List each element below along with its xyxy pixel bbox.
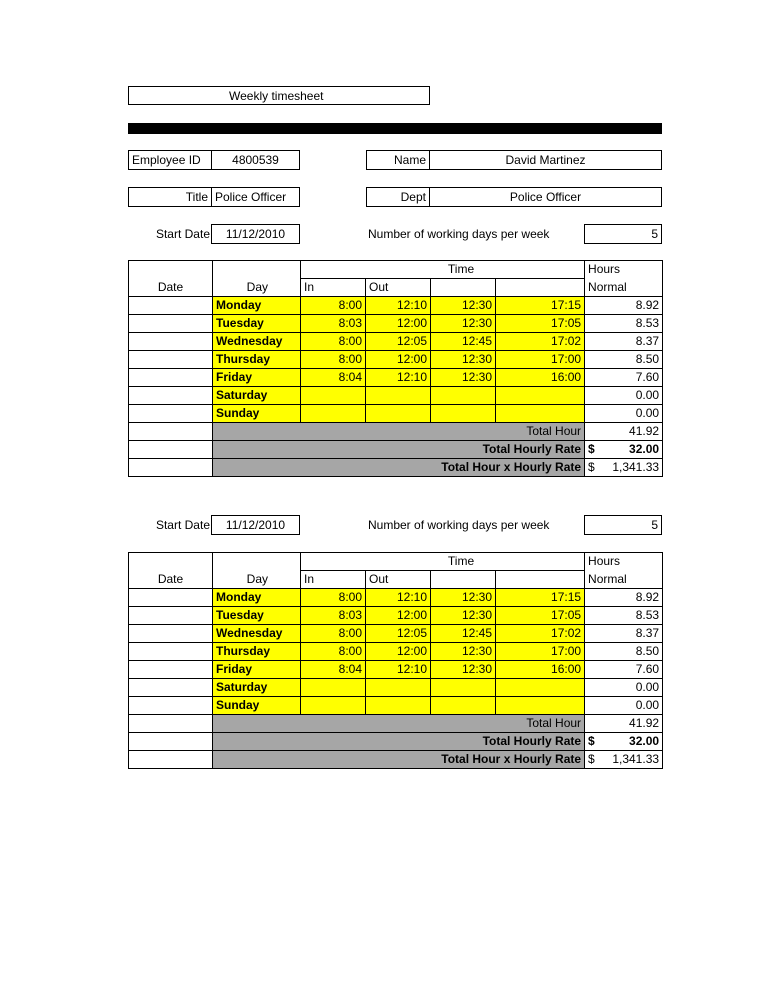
date-cell[interactable] xyxy=(129,333,213,351)
time-out-cell[interactable]: 12:10 xyxy=(366,297,431,315)
out-header: Out xyxy=(366,279,431,297)
time-out-cell[interactable]: 12:00 xyxy=(366,643,431,661)
time-out-cell[interactable] xyxy=(366,405,431,423)
date-cell[interactable] xyxy=(129,459,213,477)
total-pay-row xyxy=(129,459,663,477)
table-row xyxy=(129,661,663,679)
rate-currency: $ xyxy=(588,734,595,748)
time-header: Time xyxy=(301,553,585,571)
pay-currency: $ xyxy=(588,460,595,474)
time-in-cell[interactable]: 12:30 xyxy=(431,589,496,607)
employee-id-label-text: Employee ID xyxy=(132,153,201,167)
table-row xyxy=(129,607,663,625)
time-out-cell[interactable] xyxy=(366,679,431,697)
start-date-label-text: Start Date xyxy=(155,227,210,241)
employee-id-field[interactable] xyxy=(211,150,300,170)
header-cell xyxy=(213,553,301,571)
time-out-cell[interactable]: 12:10 xyxy=(366,661,431,679)
day-header: Day xyxy=(213,571,301,589)
date-cell[interactable] xyxy=(129,387,213,405)
hourly-rate-value: 32.00 xyxy=(629,442,660,456)
hourly-rate-cell[interactable] xyxy=(585,441,663,459)
total-pay-cell xyxy=(585,751,663,769)
day-cell: Thursday xyxy=(213,351,301,369)
working-days-label-text: Number of working days per week xyxy=(368,227,550,241)
time-in-cell[interactable]: 12:45 xyxy=(431,625,496,643)
time-out-cell[interactable] xyxy=(366,697,431,715)
dept-label-text: Dept xyxy=(400,190,426,204)
date-cell[interactable] xyxy=(129,661,213,679)
day-cell: Tuesday xyxy=(213,315,301,333)
total-pay-label: Total Hour x Hourly Rate xyxy=(213,751,585,769)
time-out-cell[interactable]: 12:00 xyxy=(366,315,431,333)
name-label-text: Name xyxy=(393,153,426,167)
header-cell xyxy=(496,571,585,589)
date-cell[interactable] xyxy=(129,751,213,769)
dept-label xyxy=(366,187,430,207)
day-cell: Saturday xyxy=(213,679,301,697)
title-value: Police Officer xyxy=(215,190,287,204)
hours-cell: 0.00 xyxy=(585,679,663,697)
time-out-cell[interactable] xyxy=(366,387,431,405)
start-date-label xyxy=(128,515,210,535)
day-header: Day xyxy=(213,279,301,297)
table-body xyxy=(129,589,663,715)
time-in-cell[interactable]: 8:00 xyxy=(301,333,366,351)
time-in-cell[interactable]: 12:30 xyxy=(431,643,496,661)
dept-field[interactable] xyxy=(429,187,662,207)
header-cell xyxy=(129,261,213,279)
time-in-cell[interactable] xyxy=(431,405,496,423)
day-cell: Thursday xyxy=(213,643,301,661)
table-row xyxy=(129,679,663,697)
name-value: David Martinez xyxy=(505,153,586,167)
table-header-row xyxy=(129,553,663,571)
total-hour-value: 41.92 xyxy=(585,715,663,733)
hours-cell: 8.37 xyxy=(585,333,663,351)
time-out-cell[interactable]: 16:00 xyxy=(496,661,585,679)
day-cell: Friday xyxy=(213,661,301,679)
date-cell[interactable] xyxy=(129,423,213,441)
timesheet-table xyxy=(128,260,663,477)
date-cell[interactable] xyxy=(129,643,213,661)
date-cell[interactable] xyxy=(129,715,213,733)
hourly-rate-row xyxy=(129,733,663,751)
header-cell xyxy=(431,279,496,297)
hourly-rate-label: Total Hourly Rate xyxy=(213,441,585,459)
header-cell xyxy=(496,279,585,297)
date-cell[interactable] xyxy=(129,405,213,423)
normal-header: Normal xyxy=(585,571,663,589)
time-out-cell[interactable]: 12:10 xyxy=(366,369,431,387)
time-out-cell[interactable]: 12:10 xyxy=(366,589,431,607)
time-in-cell[interactable]: 12:30 xyxy=(431,369,496,387)
hours-cell: 8.92 xyxy=(585,297,663,315)
time-out-cell[interactable]: 12:00 xyxy=(366,607,431,625)
date-cell[interactable] xyxy=(129,607,213,625)
hours-cell: 7.60 xyxy=(585,661,663,679)
time-out-cell[interactable]: 17:02 xyxy=(496,625,585,643)
hours-cell: 8.37 xyxy=(585,625,663,643)
total-pay-label: Total Hour x Hourly Rate xyxy=(213,459,585,477)
time-out-cell[interactable] xyxy=(496,679,585,697)
out-header: Out xyxy=(366,571,431,589)
working-days-field[interactable] xyxy=(584,224,662,244)
hourly-rate-cell[interactable] xyxy=(585,733,663,751)
title-label xyxy=(128,187,212,207)
timesheet-title xyxy=(128,86,430,105)
header-cell xyxy=(431,571,496,589)
in-header: In xyxy=(301,571,366,589)
rate-currency: $ xyxy=(588,442,595,456)
time-out-cell[interactable]: 17:02 xyxy=(496,333,585,351)
table-row xyxy=(129,643,663,661)
time-in-cell[interactable]: 8:00 xyxy=(301,589,366,607)
in-header: In xyxy=(301,279,366,297)
start-date-value: 11/12/2010 xyxy=(225,518,286,532)
date-cell[interactable] xyxy=(129,369,213,387)
table-row xyxy=(129,697,663,715)
date-header: Date xyxy=(129,571,213,589)
time-in-cell[interactable] xyxy=(301,405,366,423)
hours-cell: 0.00 xyxy=(585,387,663,405)
working-days-value: 5 xyxy=(651,227,658,241)
date-cell[interactable] xyxy=(129,351,213,369)
table-row xyxy=(129,625,663,643)
table-body xyxy=(129,297,663,423)
date-cell[interactable] xyxy=(129,697,213,715)
name-field[interactable] xyxy=(429,150,662,170)
start-date-field[interactable] xyxy=(211,515,300,535)
time-in-cell[interactable]: 8:00 xyxy=(301,297,366,315)
working-days-label xyxy=(368,224,549,244)
time-in-cell[interactable] xyxy=(431,387,496,405)
time-in-cell[interactable]: 8:04 xyxy=(301,661,366,679)
employee-id-label xyxy=(128,150,212,170)
start-date-value: 11/12/2010 xyxy=(225,227,286,241)
total-hour-row xyxy=(129,715,663,733)
table-row xyxy=(129,405,663,423)
total-pay-row xyxy=(129,751,663,769)
time-in-cell[interactable]: 12:30 xyxy=(431,661,496,679)
time-in-cell[interactable]: 12:30 xyxy=(431,351,496,369)
time-in-cell[interactable]: 12:45 xyxy=(431,333,496,351)
start-date-label-text: Start Date xyxy=(155,518,210,532)
date-cell[interactable] xyxy=(129,589,213,607)
dept-value: Police Officer xyxy=(509,190,582,204)
time-out-cell[interactable]: 17:05 xyxy=(496,607,585,625)
hourly-rate-value: 32.00 xyxy=(629,734,660,748)
table-row xyxy=(129,315,663,333)
working-days-field[interactable] xyxy=(584,515,662,535)
start-date-field[interactable] xyxy=(211,224,300,244)
hours-cell: 8.53 xyxy=(585,607,663,625)
time-out-cell[interactable]: 17:00 xyxy=(496,643,585,661)
day-cell: Monday xyxy=(213,297,301,315)
time-in-cell[interactable]: 8:00 xyxy=(301,643,366,661)
table-subheader-row xyxy=(129,571,663,589)
normal-header: Normal xyxy=(585,279,663,297)
date-cell[interactable] xyxy=(129,733,213,751)
hourly-rate-label: Total Hourly Rate xyxy=(213,733,585,751)
time-out-cell[interactable]: 17:15 xyxy=(496,589,585,607)
date-cell[interactable] xyxy=(129,679,213,697)
title-field[interactable] xyxy=(211,187,300,207)
time-out-cell[interactable]: 17:05 xyxy=(496,315,585,333)
day-cell: Sunday xyxy=(213,405,301,423)
time-in-cell[interactable] xyxy=(301,387,366,405)
title-label-text: Title xyxy=(185,190,208,204)
time-out-cell[interactable] xyxy=(496,405,585,423)
table-row xyxy=(129,589,663,607)
total-pay-value: 1,341.33 xyxy=(612,752,660,766)
table-subheader-row xyxy=(129,279,663,297)
time-in-cell[interactable]: 8:04 xyxy=(301,369,366,387)
total-pay-value: 1,341.33 xyxy=(612,460,660,474)
day-cell: Sunday xyxy=(213,697,301,715)
time-in-cell[interactable]: 12:30 xyxy=(431,315,496,333)
time-out-cell[interactable]: 12:05 xyxy=(366,333,431,351)
table-row xyxy=(129,369,663,387)
total-pay-cell xyxy=(585,459,663,477)
day-cell: Saturday xyxy=(213,387,301,405)
day-cell: Wednesday xyxy=(213,333,301,351)
hours-cell: 8.92 xyxy=(585,589,663,607)
header-cell xyxy=(129,553,213,571)
date-header: Date xyxy=(129,279,213,297)
time-in-cell[interactable]: 12:30 xyxy=(431,607,496,625)
date-cell[interactable] xyxy=(129,441,213,459)
total-hour-value: 41.92 xyxy=(585,423,663,441)
name-label xyxy=(366,150,430,170)
table-row xyxy=(129,297,663,315)
time-in-cell[interactable]: 8:00 xyxy=(301,351,366,369)
timesheet-title-text: Weekly timesheet xyxy=(229,88,324,103)
time-header: Time xyxy=(301,261,585,279)
date-cell[interactable] xyxy=(129,297,213,315)
header-cell xyxy=(213,261,301,279)
pay-currency: $ xyxy=(588,752,595,766)
table-row xyxy=(129,351,663,369)
hours-cell: 8.53 xyxy=(585,315,663,333)
hours-cell: 0.00 xyxy=(585,405,663,423)
hourly-rate-row xyxy=(129,441,663,459)
start-date-label xyxy=(128,224,210,244)
hours-cell: 7.60 xyxy=(585,369,663,387)
time-out-cell[interactable]: 17:15 xyxy=(496,297,585,315)
time-in-cell[interactable] xyxy=(301,697,366,715)
time-out-cell[interactable] xyxy=(496,697,585,715)
header-divider-bar xyxy=(128,123,662,134)
hours-cell: 8.50 xyxy=(585,643,663,661)
time-out-cell[interactable]: 12:05 xyxy=(366,625,431,643)
time-in-cell[interactable] xyxy=(431,679,496,697)
time-out-cell[interactable]: 16:00 xyxy=(496,369,585,387)
total-hour-label: Total Hour xyxy=(213,715,585,733)
hours-cell: 8.50 xyxy=(585,351,663,369)
table-header-row xyxy=(129,261,663,279)
working-days-label xyxy=(368,515,549,535)
working-days-value: 5 xyxy=(651,518,658,532)
day-cell: Monday xyxy=(213,589,301,607)
total-hour-row xyxy=(129,423,663,441)
date-cell[interactable] xyxy=(129,315,213,333)
time-in-cell[interactable]: 8:03 xyxy=(301,607,366,625)
hours-cell: 0.00 xyxy=(585,697,663,715)
time-in-cell[interactable] xyxy=(431,697,496,715)
time-out-cell[interactable]: 12:00 xyxy=(366,351,431,369)
date-cell[interactable] xyxy=(129,625,213,643)
working-days-label-text: Number of working days per week xyxy=(368,518,550,532)
day-cell: Friday xyxy=(213,369,301,387)
time-in-cell[interactable]: 8:00 xyxy=(301,625,366,643)
time-in-cell[interactable] xyxy=(301,679,366,697)
total-hour-label: Total Hour xyxy=(213,423,585,441)
day-cell: Tuesday xyxy=(213,607,301,625)
table-row xyxy=(129,387,663,405)
time-out-cell[interactable] xyxy=(496,387,585,405)
time-out-cell[interactable]: 17:00 xyxy=(496,351,585,369)
hours-header: Hours xyxy=(585,261,663,279)
hours-header: Hours xyxy=(585,553,663,571)
table-row xyxy=(129,333,663,351)
timesheet-table xyxy=(128,552,663,769)
day-cell: Wednesday xyxy=(213,625,301,643)
employee-id-value: 4800539 xyxy=(232,153,279,167)
time-in-cell[interactable]: 12:30 xyxy=(431,297,496,315)
time-in-cell[interactable]: 8:03 xyxy=(301,315,366,333)
